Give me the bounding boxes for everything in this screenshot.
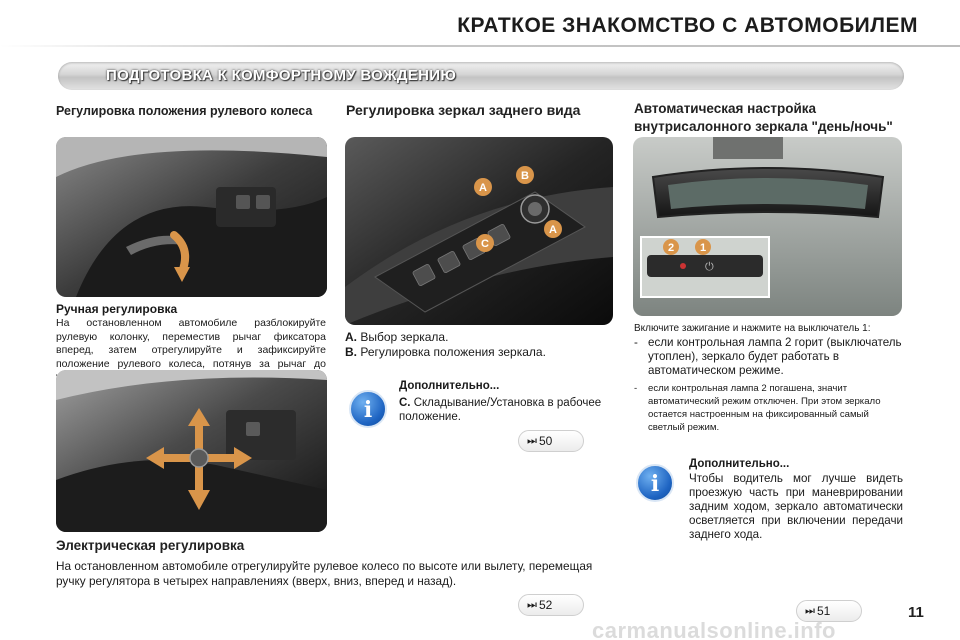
mirror-callout-c: C [481,238,489,250]
auto-mirror-heading-line1: Автоматическая настройка [634,101,817,116]
page-ref-number: 50 [539,434,553,448]
mirror-control-photo [345,137,613,325]
auto-mirror-bullet-1 [634,336,904,378]
steering-adjust-heading: Регулировка положения рулевого колеса [56,104,313,118]
more-info-reverse-text: Чтобы водитель мог лучше видеть проезжую часть при маневрировании задним ходом, зеркало автоматически осветляется при включении передачи заднего хода. [689,472,903,541]
mirror-legend [345,330,546,359]
page-ref-arrow-icon: ⏭ [527,435,537,447]
header-divider [0,45,960,47]
electric-adjust-photo [56,370,327,532]
page-ref-arrow-icon: ⏭ [527,599,537,611]
page-ref-number: 51 [817,604,831,618]
manual-adjust-subheading: Ручная регулировка [56,302,178,316]
mirror-adjust-heading: Регулировка зеркал заднего вида [346,102,581,118]
section-banner [58,62,904,90]
legend-text-a: Выбор зеркала. [360,330,449,344]
page-ref-number: 52 [539,598,553,612]
electric-adjust-text: На остановленном автомобиле отрегулируйте рулевое колесо по высоте или вылету, перемещая ручку регулятора в четырех направлениях (вверх, вниз, вперед и назад). [56,559,593,588]
auto-mirror-bullet-1-text: если контрольная лампа 2 горит (выключатель утоплен), зеркало будет работать в автоматическом режиме. [648,336,902,377]
legend-key-a: A. [345,330,357,344]
auto-mirror-bullet-2-text: если контрольная лампа 2 погашена, значит автоматический режим отключен. При этом зеркало остается настроенным на фиксированный самый светлый режим. [648,383,881,433]
page-ref-arrow-icon: ⏭ [805,605,815,617]
steering-lever-photo [56,137,327,297]
more-info-title: Дополнительно... [399,380,500,392]
legend-key-c: C. [399,397,411,409]
page-number: 11 [908,604,924,621]
bullet-dash: - [634,336,638,349]
info-icon: i [349,390,387,428]
info-icon: i [636,464,674,502]
more-info-fold-text [399,396,615,424]
auto-mirror-bullet-2 [634,382,904,434]
manual-adjust-text: На остановленном автомобиле разблокируйте рулевую колонку, переместив рычаг фиксатора вперед, затем отрегулируйте и зафиксируйте положение рулевого колеса, потянув за рычаг до [56,317,326,370]
mirror-callout-a2: A [549,224,557,236]
watermark: carmanualsonline.info [592,618,836,640]
mirror-callout-b: B [521,170,529,182]
legend-text-b: Регулировка положения зеркала. [360,344,546,359]
more-info-title: Дополнительно... [689,458,790,470]
bullet-dash: - [634,383,638,394]
legend-key-b: B. [345,344,357,359]
mirror-callout-1: 1 [699,242,707,254]
auto-mirror-intro: Включите зажигание и нажмите на выключатель 1: [634,323,871,334]
svg-text:⏻: ⏻ [705,260,714,273]
auto-mirror-heading-line2: внутрисалонного зеркала "день/ночь" [634,119,893,134]
electric-adjust-heading: Электрическая регулировка [56,538,245,553]
page-title: КРАТКОЕ ЗНАКОМСТВО С АВТОМОБИЛЕМ [457,14,918,37]
mirror-callout-a1: A [479,182,487,194]
rearview-mirror-photo [633,137,902,316]
page-ref-50[interactable] [518,430,584,452]
page-ref-52[interactable] [518,594,584,616]
mirror-callout-2: 2 [667,242,675,254]
section-banner-title: ПОДГОТОВКА К КОМФОРТНОМУ ВОЖДЕНИЮ [106,67,457,84]
auto-mirror-heading [634,100,893,136]
legend-text-c: Складывание/Установка в рабочее положение. [399,397,602,423]
auto-mirror-text [634,322,904,434]
